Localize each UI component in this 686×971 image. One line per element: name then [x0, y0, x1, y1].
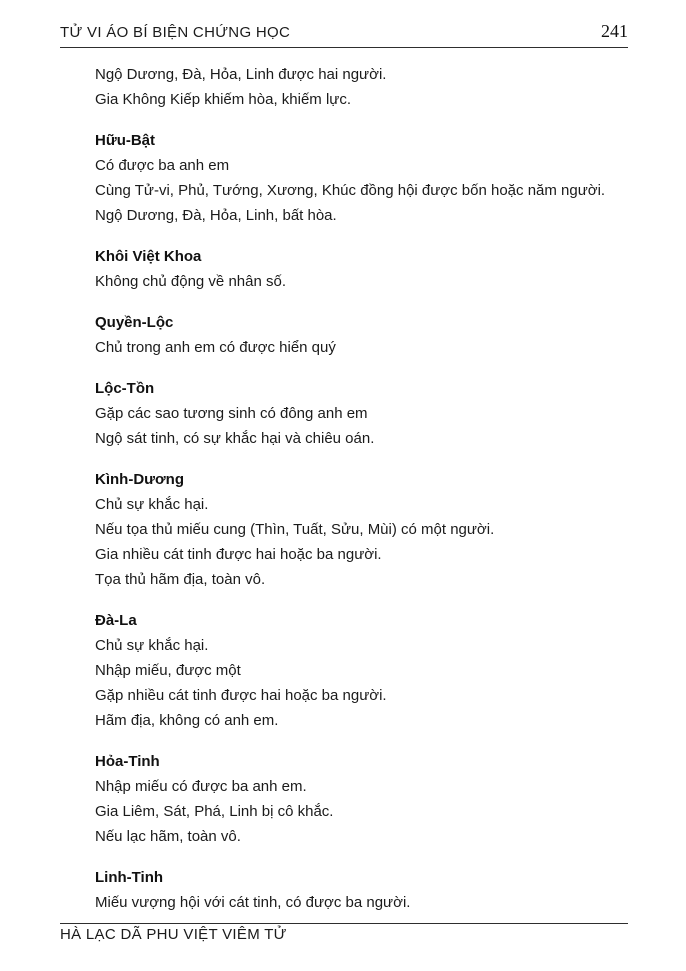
section-da-la: [95, 608, 648, 733]
section-heading: Linh-Tinh: [95, 869, 164, 886]
body-line: Gặp các sao tương sinh có đông anh em: [95, 405, 368, 422]
section-heading: Đà-La: [95, 612, 137, 629]
page-number: 241: [601, 21, 628, 41]
section-heading: Khôi Việt Khoa: [95, 248, 202, 265]
body-line: Gia Liêm, Sát, Phá, Linh bị cô khắc.: [95, 803, 334, 820]
intro-paragraph: [95, 62, 648, 112]
page-footer: [60, 923, 628, 944]
body-line: Gặp nhiều cát tinh được hai hoặc ba người.: [95, 687, 387, 704]
body-line: Miếu vượng hội với cát tinh, có được ba người.: [95, 894, 411, 911]
body-line: Chủ trong anh em có được hiển quý: [95, 339, 336, 356]
body-line: Nhập miếu có được ba anh em.: [95, 778, 307, 795]
body-line: Chủ sự khắc hại.: [95, 637, 209, 654]
section-hoa-tinh: [95, 749, 648, 849]
body-line: Nếu lạc hãm, toàn vô.: [95, 828, 241, 845]
section-kinh-duong: [95, 467, 648, 592]
section-heading: Kình-Dương: [95, 471, 185, 488]
page-header: [60, 21, 628, 48]
section-loc-ton: [95, 376, 648, 451]
running-title: TỬ VI ÁO BÍ BIỆN CHỨNG HỌC: [60, 24, 291, 41]
section-khoi-viet-khoa: [95, 244, 648, 294]
section-linh-tinh: [95, 865, 648, 915]
body-line: Gia nhiều cát tinh được hai hoặc ba người.: [95, 546, 382, 563]
body-line: Nhập miếu, được một: [95, 662, 241, 679]
section-heading: Hỏa-Tinh: [95, 753, 160, 770]
section-quyen-loc: [95, 310, 648, 360]
body-line: Nếu tọa thủ miếu cung (Thìn, Tuất, Sửu, Mùi) có một người.: [95, 521, 495, 538]
body-line: Gia Không Kiếp khiếm hòa, khiếm lực.: [95, 91, 352, 108]
section-heading: Quyền-Lộc: [95, 314, 174, 331]
section-huu-bat: [95, 128, 648, 228]
body-line: Có được ba anh em: [95, 157, 230, 174]
page-body: [95, 62, 648, 915]
body-line: Không chủ động về nhân số.: [95, 273, 286, 290]
body-line: Hãm địa, không có anh em.: [95, 712, 279, 729]
section-heading: Hữu-Bật: [95, 132, 156, 149]
body-line: Cùng Tử-vi, Phủ, Tướng, Xương, Khúc đồng hội được bốn hoặc năm người.: [95, 182, 606, 199]
body-line: Tọa thủ hãm địa, toàn vô.: [95, 571, 266, 588]
section-heading: Lộc-Tồn: [95, 380, 155, 397]
body-line: Chủ sự khắc hại.: [95, 496, 209, 513]
body-line: Ngộ Dương, Đà, Hỏa, Linh được hai người.: [95, 66, 387, 83]
footer-title: HÀ LẠC DÃ PHU VIỆT VIÊM TỬ: [60, 926, 287, 943]
body-line: Ngộ Dương, Đà, Hỏa, Linh, bất hòa.: [95, 207, 337, 224]
body-line: Ngộ sát tinh, có sự khắc hại và chiêu oán.: [95, 430, 375, 447]
